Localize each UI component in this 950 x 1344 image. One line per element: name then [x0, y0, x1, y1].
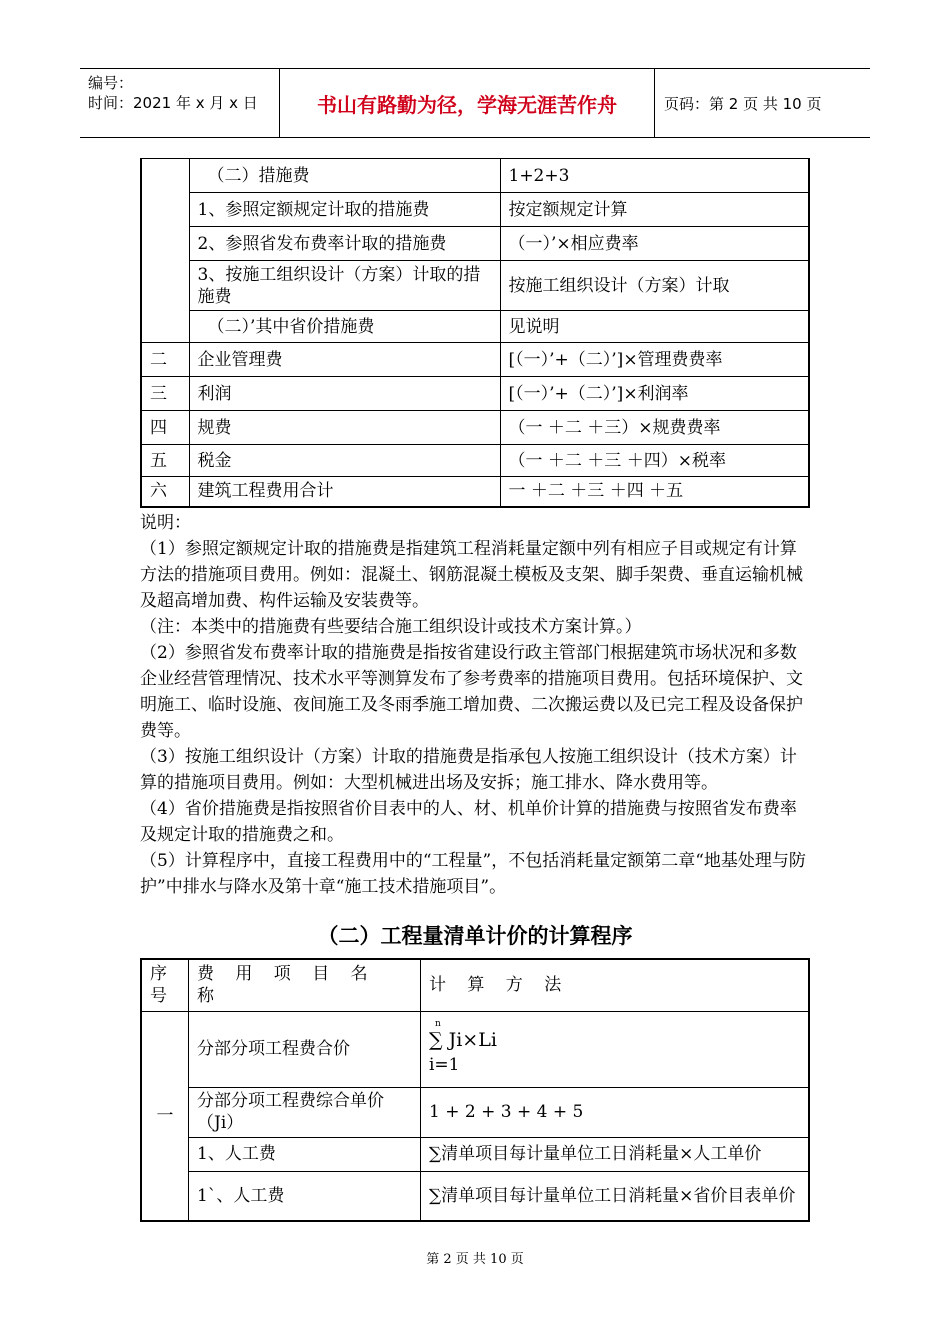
name-cell: 2、参照省发布费率计取的措施费	[189, 227, 500, 261]
method-cell: 一 ＋二 ＋三 ＋四 ＋五	[500, 477, 809, 507]
sum-lower-limit: i=1	[429, 1055, 460, 1075]
name-cell: 利润	[189, 377, 500, 411]
seq-cell	[141, 159, 189, 343]
name-cell: 规费	[189, 411, 500, 445]
name-cell: 税金	[189, 445, 500, 477]
note-paragraph: （3）按施工组织设计（方案）计取的措施费是指承包人按施工组织设计（技术方案）计算的措施项目费用。例如：大型机械进出场及安拆；施工排水、降水费用等。	[140, 747, 797, 793]
table-row	[141, 1171, 809, 1221]
method-cell: （一）’×相应费率	[500, 227, 809, 261]
number-label: 编号：	[88, 74, 134, 92]
seq-cell: 五	[141, 445, 189, 477]
motto: 书山有路勤为径，学海无涯苦作舟	[280, 69, 655, 137]
name-cell: 1`、人工费	[189, 1171, 421, 1221]
table-row	[141, 193, 809, 227]
method-cell: （一 ＋二 ＋三）×规费费率	[500, 411, 809, 445]
name-cell: 1、人工费	[189, 1137, 421, 1171]
page-info: 页码：第 2 页 共 10 页	[664, 94, 822, 113]
name-cell: 分部分项工程费合价	[189, 1011, 421, 1087]
method-cell: 按施工组织设计（方案）计取	[500, 261, 809, 311]
method-cell: 1+2+3	[500, 159, 809, 193]
name-cell: （二）’其中省价措施费	[189, 311, 500, 343]
note-paragraph: （注：本类中的措施费有些要结合施工组织设计或技术方案计算。）	[140, 617, 642, 637]
note-paragraph: （5）计算程序中，直接工程费用中的“工程量”，不包括消耗量定额第二章“地基处理与防护”中排水与降水及第十章“施工技术措施项目”。	[140, 851, 806, 897]
seq-cell: 一	[141, 1011, 189, 1221]
table-row	[141, 261, 809, 311]
name-cell: 1、参照定额规定计取的措施费	[189, 193, 500, 227]
name-header: 费 用 项 目 名 称	[189, 959, 421, 1011]
note-paragraph: （2）参照省发布费率计取的措施费是指按省建设行政主管部门根据建筑市场状况和多数企业经营管理情况、技术水平等测算发布了参考费率的措施项目费用。包括环境保护、文明施工、临时设施、夜间施工及冬雨季施工增加费、二次搬运费以及已完工程及设备保护费等。	[140, 643, 803, 741]
table-row	[141, 1137, 809, 1171]
notes-heading: 说明：	[140, 513, 191, 533]
method-cell: 1 + 2 + 3 + 4 + 5	[421, 1087, 810, 1137]
method-cell: [（一）’+（二）’]×管理费费率	[500, 343, 809, 377]
table-row	[141, 343, 809, 377]
method-cell	[421, 1011, 810, 1087]
table-row	[141, 1087, 809, 1137]
sum-expression: ∑ Ji×Li	[429, 1029, 497, 1051]
table-row	[141, 227, 809, 261]
table-row	[141, 311, 809, 343]
table-row	[141, 477, 809, 507]
table-row	[141, 159, 809, 193]
header-left	[80, 69, 280, 137]
seq-cell: 三	[141, 377, 189, 411]
table-row	[141, 445, 809, 477]
seq-cell: 六	[141, 477, 189, 507]
fee-table-1	[140, 158, 810, 508]
name-cell: 分部分项工程费综合单价（Ji）	[189, 1087, 421, 1137]
table-row	[141, 377, 809, 411]
method-cell: 见说明	[500, 311, 809, 343]
method-cell: ∑清单项目每计量单位工日消耗量×人工单价	[421, 1137, 810, 1171]
table-row	[141, 411, 809, 445]
sum-upper-limit: n	[435, 1019, 441, 1029]
seq-cell: 二	[141, 343, 189, 377]
notes	[140, 510, 812, 900]
table-row	[141, 1011, 809, 1087]
fee-table-2	[140, 958, 810, 1222]
name-cell: 建筑工程费用合计	[189, 477, 500, 507]
method-cell: 按定额规定计算	[500, 193, 809, 227]
note-paragraph: （1）参照定额规定计取的措施费是指建筑工程消耗量定额中列有相应子目或规定有计算方法的措施项目费用。例如：混凝土、钢筋混凝土模板及支架、脚手架费、垂直运输机械及超高增加费、构件运输及安装费等。	[140, 539, 803, 611]
page-footer: 第 2 页 共 10 页	[426, 1252, 524, 1267]
name-cell: 企业管理费	[189, 343, 500, 377]
section-title: （二）工程量清单计价的计算程序	[317, 924, 633, 948]
seq-header: 序号	[141, 959, 189, 1011]
method-header: 计 算 方 法	[421, 959, 810, 1011]
method-cell: ∑清单项目每计量单位工日消耗量×省价目表单价	[421, 1171, 810, 1221]
table-header-row	[141, 959, 809, 1011]
method-cell: （一 ＋二 ＋三 ＋四）×税率	[500, 445, 809, 477]
date-label: 时间：2021 年 x 月 x 日	[88, 94, 258, 112]
seq-cell: 四	[141, 411, 189, 445]
method-cell: [（一）’+（二）’]×利润率	[500, 377, 809, 411]
name-cell: 3、按施工组织设计（方案）计取的措施费	[189, 261, 500, 311]
name-cell: （二）措施费	[189, 159, 500, 193]
note-paragraph: （4）省价措施费是指按照省价目表中的人、材、机单价计算的措施费与按照省发布费率及规定计取的措施费之和。	[140, 799, 797, 845]
page-header	[80, 68, 870, 138]
